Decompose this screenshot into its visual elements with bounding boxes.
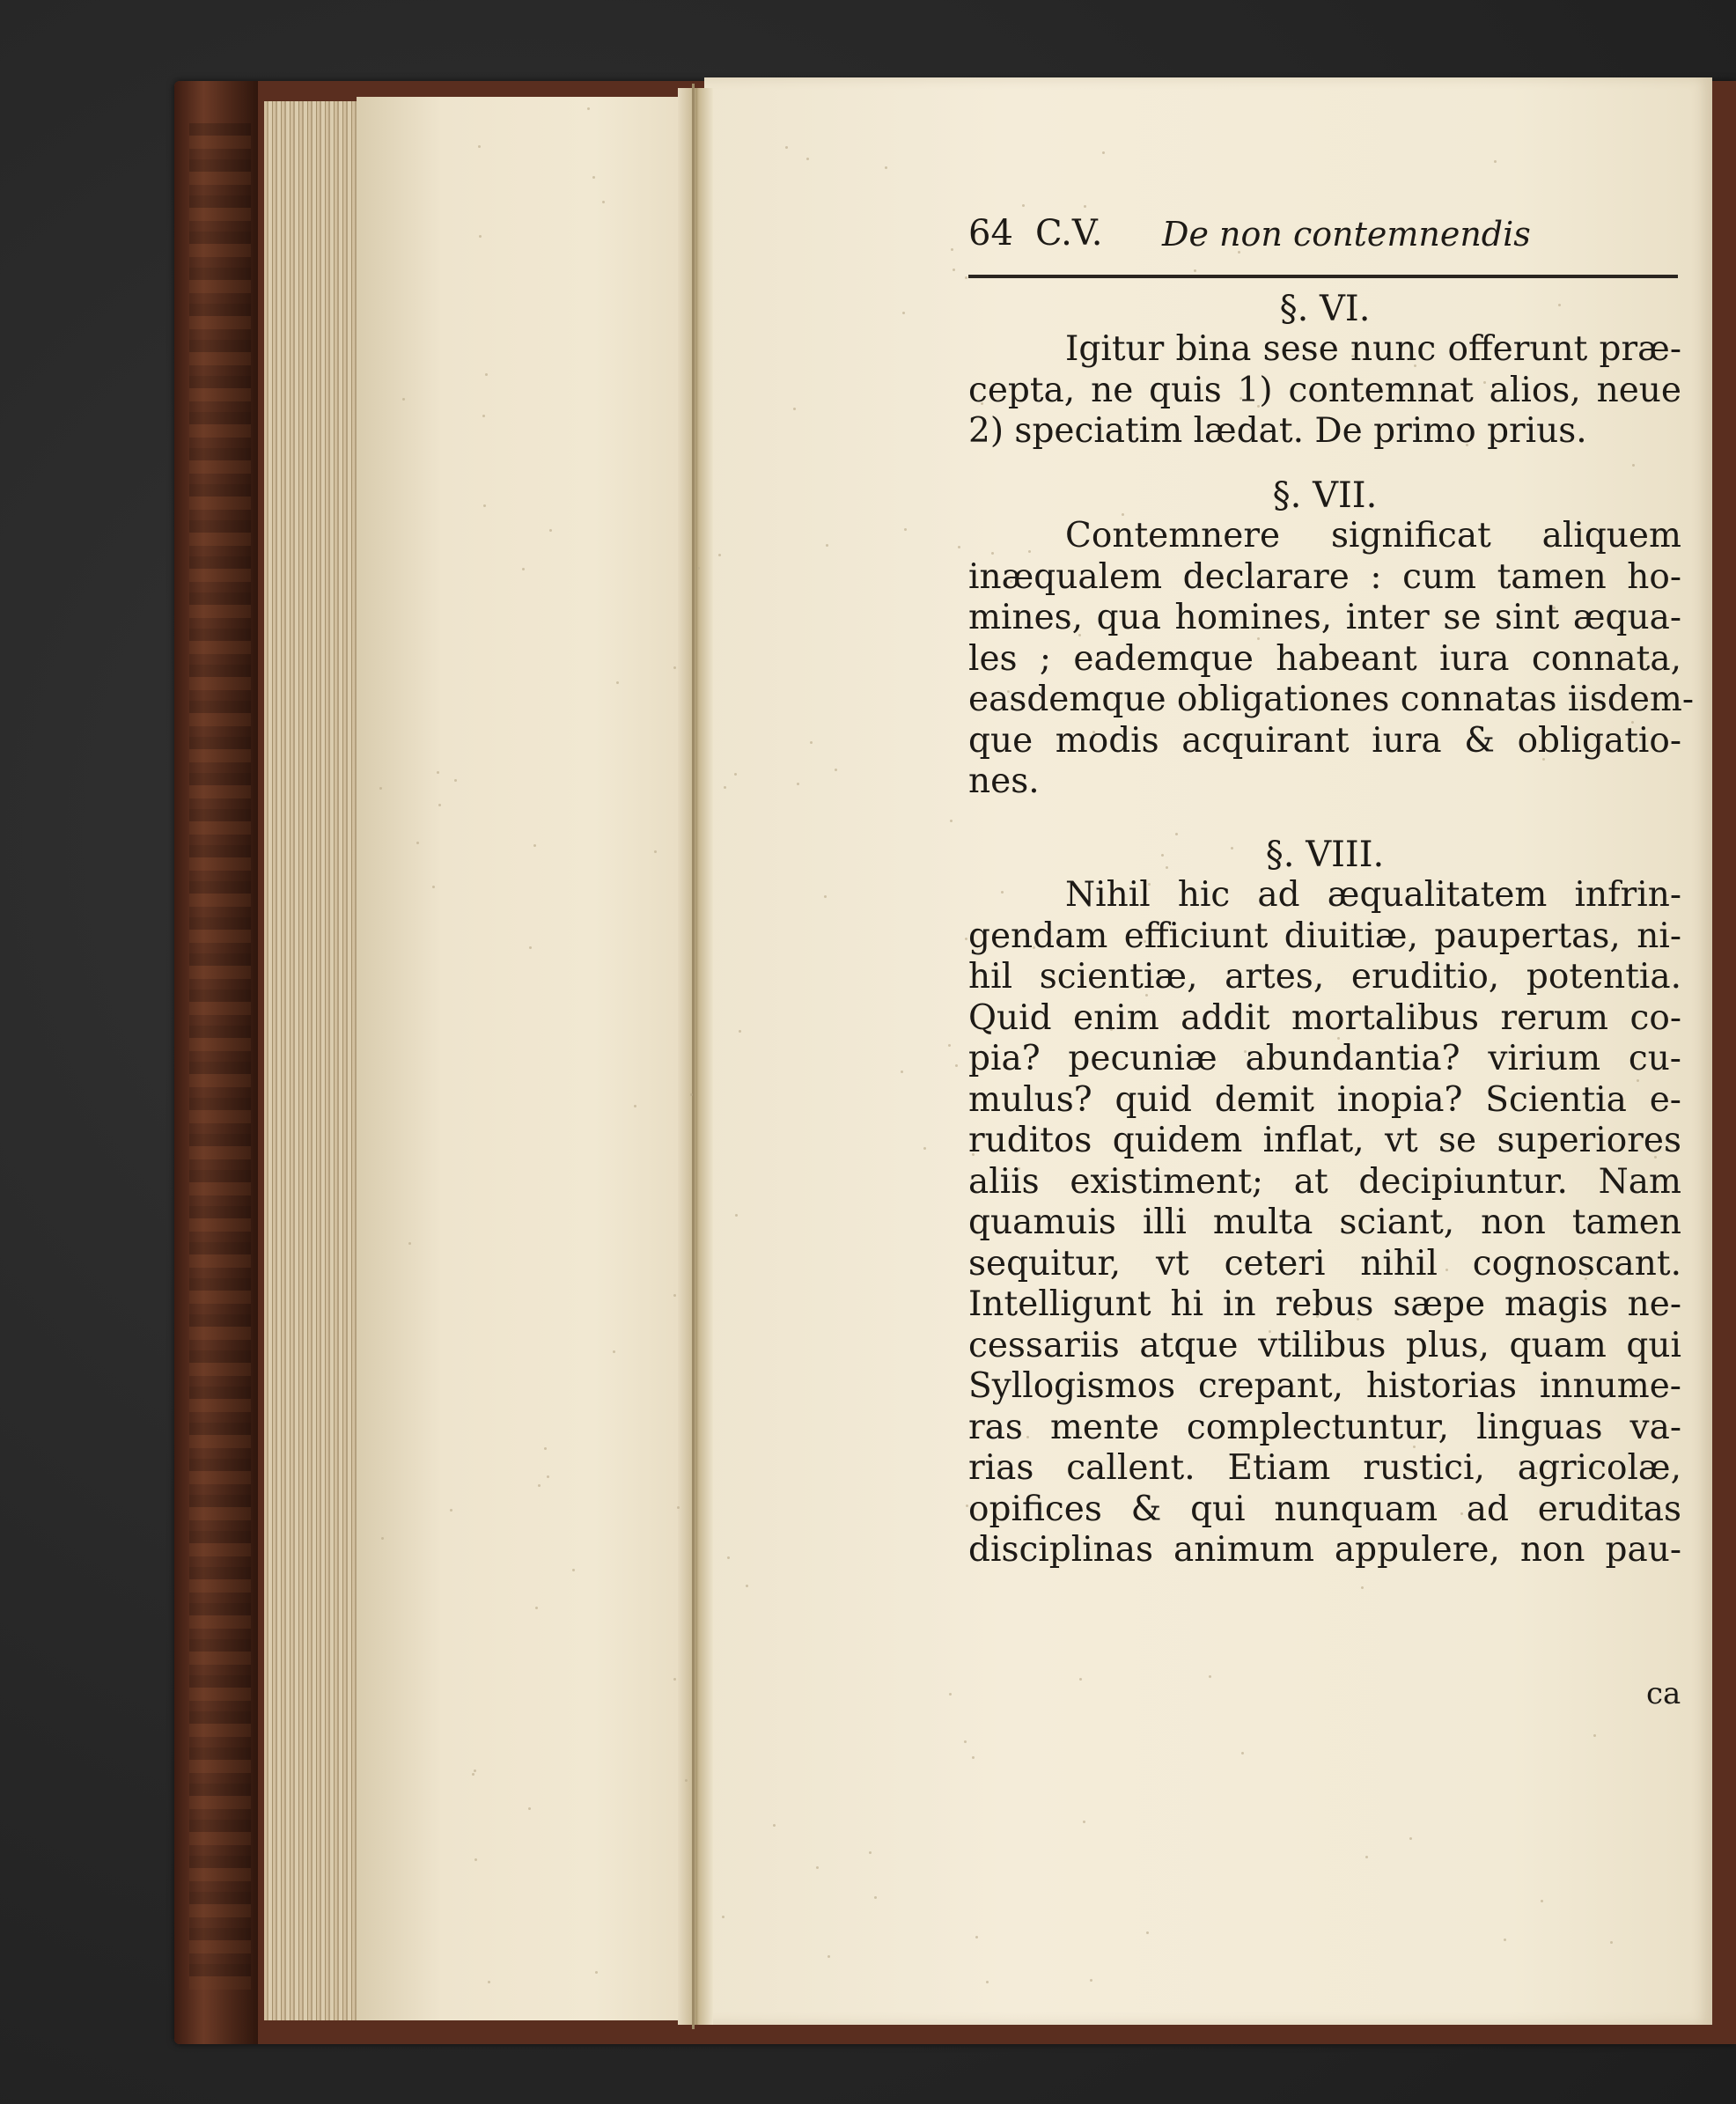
paper-fleck: [1494, 160, 1497, 163]
marbled-binding: [189, 123, 251, 1990]
gutter-fold: [692, 84, 695, 2029]
paper-fleck: [1083, 1821, 1085, 1823]
paper-fleck: [965, 276, 967, 279]
page-edges: [264, 101, 361, 2020]
text-line: ruditos quidem inflat, vt se superiores: [968, 1121, 1681, 1160]
paper-fleck: [482, 415, 485, 417]
chapter-number: C.V.: [1035, 213, 1103, 254]
text-line: 2) speciatim lædat. De primo prius.: [968, 411, 1587, 451]
paper-fleck: [685, 1779, 688, 1782]
section-heading: §. VII.: [1272, 475, 1378, 516]
paper-fleck: [869, 1851, 872, 1854]
text-line: Nihil hic ad æqualitatem infrin-: [1065, 875, 1681, 915]
paper-fleck: [826, 544, 828, 547]
paper-fleck: [1022, 204, 1025, 207]
paper-fleck: [616, 681, 619, 684]
paper-fleck: [773, 1824, 776, 1827]
paper-fleck: [949, 1693, 952, 1696]
paper-fleck: [1194, 269, 1196, 272]
text-line: que modis acquirant iura & obligatio-: [968, 720, 1681, 761]
paper-fleck: [533, 844, 536, 847]
text-line: Igitur bina sese nunc offerunt præ-: [1065, 329, 1681, 369]
paper-fleck: [1504, 1938, 1506, 1941]
paper-fleck: [402, 398, 405, 401]
paper-fleck: [1365, 1856, 1368, 1858]
paper-fleck: [485, 373, 488, 376]
paper-fleck: [718, 554, 721, 556]
text-line: disciplinas animum appulere, non pau-: [968, 1530, 1681, 1570]
left-page-blank: [357, 97, 695, 2020]
paper-fleck: [673, 1678, 676, 1681]
paper-fleck: [816, 1866, 819, 1869]
paper-fleck: [1079, 1678, 1082, 1681]
head-rule: [968, 275, 1678, 278]
paper-fleck: [697, 567, 700, 570]
paper-fleck: [474, 1769, 476, 1772]
paper-fleck: [724, 786, 726, 789]
text-line: Contemnere significat aliquem: [1065, 516, 1681, 555]
running-title: De non contemnendis: [1162, 215, 1531, 254]
paper-fleck: [1409, 1837, 1412, 1840]
paper-fleck: [1084, 205, 1086, 208]
text-line: Intelligunt hi in rebus sæpe magis ne-: [968, 1284, 1681, 1324]
page-number: 64: [968, 213, 1013, 254]
text-line: rias callent. Etiam rustici, agricolæ,: [968, 1448, 1681, 1488]
text-line: gendam efficiunt diuitiæ, paupertas, ni-: [968, 916, 1681, 956]
running-head: [968, 211, 1690, 264]
paper-fleck: [587, 107, 590, 110]
paper-fleck: [885, 166, 887, 169]
paper-fleck: [454, 779, 457, 782]
paper-fleck: [613, 1350, 615, 1353]
paper-fleck: [488, 1981, 490, 1983]
section-viii: [968, 835, 1681, 1571]
paper-fleck: [735, 1214, 738, 1217]
gutter: [678, 88, 713, 2025]
paper-fleck: [654, 850, 657, 853]
text-line: hil scientiæ, artes, eruditio, potentia.: [968, 957, 1681, 997]
text-line: mulus? quid demit inopia? Scientia e-: [968, 1079, 1681, 1120]
text-line: quamuis illi multa sciant, non tamen: [968, 1203, 1681, 1242]
paper-fleck: [522, 568, 525, 570]
text-line: ras mente complectuntur, linguas va-: [968, 1407, 1681, 1447]
paper-fleck: [379, 787, 382, 790]
text-line: cepta, ne quis 1) contemnat alios, neue: [968, 370, 1681, 410]
section-vii: [968, 475, 1695, 803]
paper-fleck: [727, 1556, 730, 1559]
text-line: inæqualem declarare : cum tamen ho-: [968, 556, 1681, 597]
paper-fleck: [595, 1971, 598, 1974]
paper-fleck: [1102, 151, 1105, 154]
catchword: ca: [1646, 1676, 1681, 1711]
section-heading: §. VIII.: [1265, 835, 1385, 875]
paper-fleck: [478, 145, 481, 148]
text-line: sequitur, vt ceteri nihil cognoscant.: [968, 1243, 1681, 1284]
paper-fleck: [835, 769, 837, 771]
paper-fleck: [1632, 464, 1635, 467]
paper-fleck: [673, 1294, 676, 1297]
paper-fleck: [975, 1936, 978, 1938]
text-line: Syllogismos crepant, historias innume-: [968, 1366, 1681, 1406]
paper-fleck: [965, 938, 967, 940]
text-line: aliis existiment; at decipiuntur. Nam: [968, 1161, 1681, 1202]
paper-fleck: [1610, 1941, 1613, 1944]
text-line: easdemque obligationes connatas iisdem-: [968, 680, 1695, 719]
paper-fleck: [544, 1447, 547, 1450]
text-line: pia? pecuniæ abundantia? virium cu-: [968, 1039, 1681, 1078]
paper-fleck: [483, 504, 486, 507]
text-line: opifices & qui nunquam ad eruditas: [968, 1489, 1681, 1529]
text-line: mines, qua homines, inter se sint æqua-: [968, 598, 1681, 637]
text-line: nes.: [968, 761, 1040, 801]
paper-fleck: [746, 1585, 748, 1587]
paper-fleck: [634, 1105, 636, 1107]
text-line: Quid enim addit mortalibus rerum co-: [968, 997, 1681, 1038]
text-line: les ; eademque habeant iura connata,: [968, 638, 1681, 679]
text-line: cessariis atque vtilibus plus, quam qui: [968, 1325, 1681, 1365]
paper-fleck: [381, 1537, 384, 1540]
paper-fleck: [955, 1064, 958, 1067]
section-heading: §. VI.: [1279, 289, 1371, 329]
section-vi: [968, 289, 1681, 452]
